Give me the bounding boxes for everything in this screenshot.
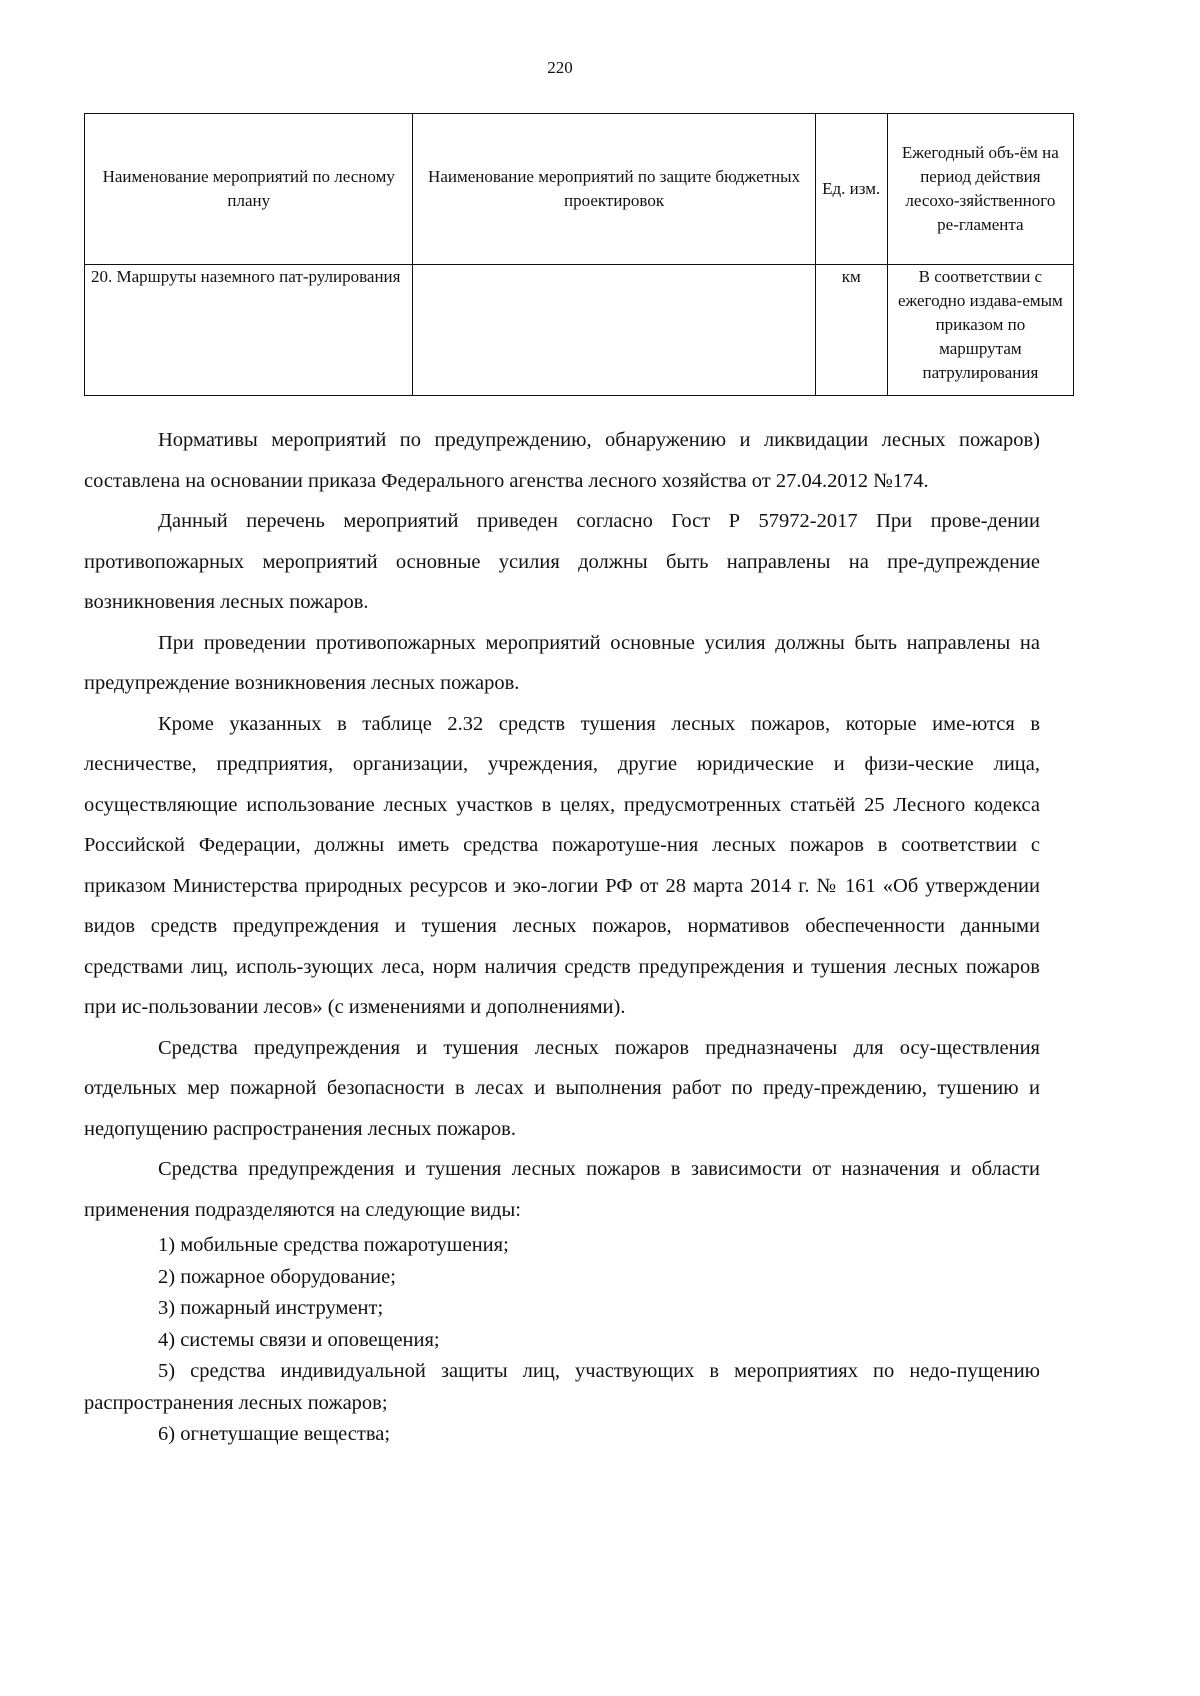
list-item: 6) огнетушащие вещества; bbox=[158, 1423, 391, 1445]
paragraph: При проведении противопожарных мероприятий основные усилия должны быть направлены на предупреждение возникновения лесных пожаров. bbox=[84, 631, 1040, 694]
header-budget-activities: Наименование мероприятий по защите бюджетных проектировок bbox=[413, 114, 815, 265]
header-annual-volume: Ежегодный объ-ём на период действия лесохо-зяйственного ре-гламента bbox=[887, 114, 1073, 265]
paragraph: Кроме указанных в таблице 2.32 средств тушения лесных пожаров, которые име-ются в лесничестве, предприятия, организации, учреждения, другие юридические и физи-ческие лица, осуществляющие использование лесных участков в целях, предусмотренных статьёй 25 Лесного кодекса Российской Федерации, должны иметь средства пожаротуше-ния лесных пожаров в соответствии с приказом Министерства природных ресурсов и эко-логии РФ от 28 марта 2014 г. № 161 «Об утверждении видов средств предупреждения и тушения лесных пожаров, нормативов обеспеченности данными средствами лиц, исполь-зующих леса, норм наличия средств предупреждения и тушения лесных пожаров при ис-пользовании лесов» (с изменениями и дополнениями). bbox=[84, 712, 1040, 1018]
fire-equipment-list bbox=[84, 1230, 1040, 1451]
paragraph: Средства предупреждения и тушения лесных пожаров предназначены для осу-ществления отдельных мер пожарной безопасности в лесах и выполнения работ по преду-преждению, тушению и недопущению распространения лесных пожаров. bbox=[84, 1036, 1040, 1140]
paragraph: Данный перечень мероприятий приведен согласно Гост Р 57972-2017 При прове-дении противопожарных мероприятий основные усилия должны быть направлены на пре-дупреждение возникновения лесных пожаров. bbox=[84, 510, 1040, 613]
forest-plan-table bbox=[84, 113, 1074, 396]
table-row bbox=[85, 265, 1074, 396]
table-header-row bbox=[85, 114, 1074, 265]
page-number: 220 bbox=[547, 58, 573, 77]
paragraph: Средства предупреждения и тушения лесных пожаров в зависимости от назначения и области применения подразделяются на следующие виды: bbox=[84, 1158, 1040, 1221]
cell-annual-volume: В соответствии с ежегодно издава-емым приказом по маршрутам патрулирования bbox=[887, 265, 1073, 396]
list-item: 1) мобильные средства пожаротушения; bbox=[158, 1234, 509, 1256]
list-item: 2) пожарное оборудование; bbox=[158, 1265, 396, 1288]
header-forest-plan-activities: Наименование мероприятий по лесному плану bbox=[85, 114, 413, 265]
header-unit: Ед. изм. bbox=[815, 114, 887, 265]
paragraph: Нормативы мероприятий по предупреждению, обнаружению и ликвидации лесных пожаров) составлена на основании приказа Федерального агенства лесного хозяйства от 27.04.2012 №174. bbox=[84, 429, 1040, 492]
body-text bbox=[84, 420, 1040, 1451]
cell-unit: км bbox=[815, 265, 887, 396]
cell-budget-activity bbox=[413, 265, 815, 396]
cell-activity-name: 20. Маршруты наземного пат-рулирования bbox=[85, 265, 413, 396]
list-item: 4) системы связи и оповещения; bbox=[158, 1328, 440, 1351]
list-item: 3) пожарный инструмент; bbox=[158, 1297, 384, 1319]
list-item: 5) средства индивидуальной защиты лиц, участвующих в мероприятиях по недо-пущению распространения лесных пожаров; bbox=[84, 1360, 1040, 1414]
